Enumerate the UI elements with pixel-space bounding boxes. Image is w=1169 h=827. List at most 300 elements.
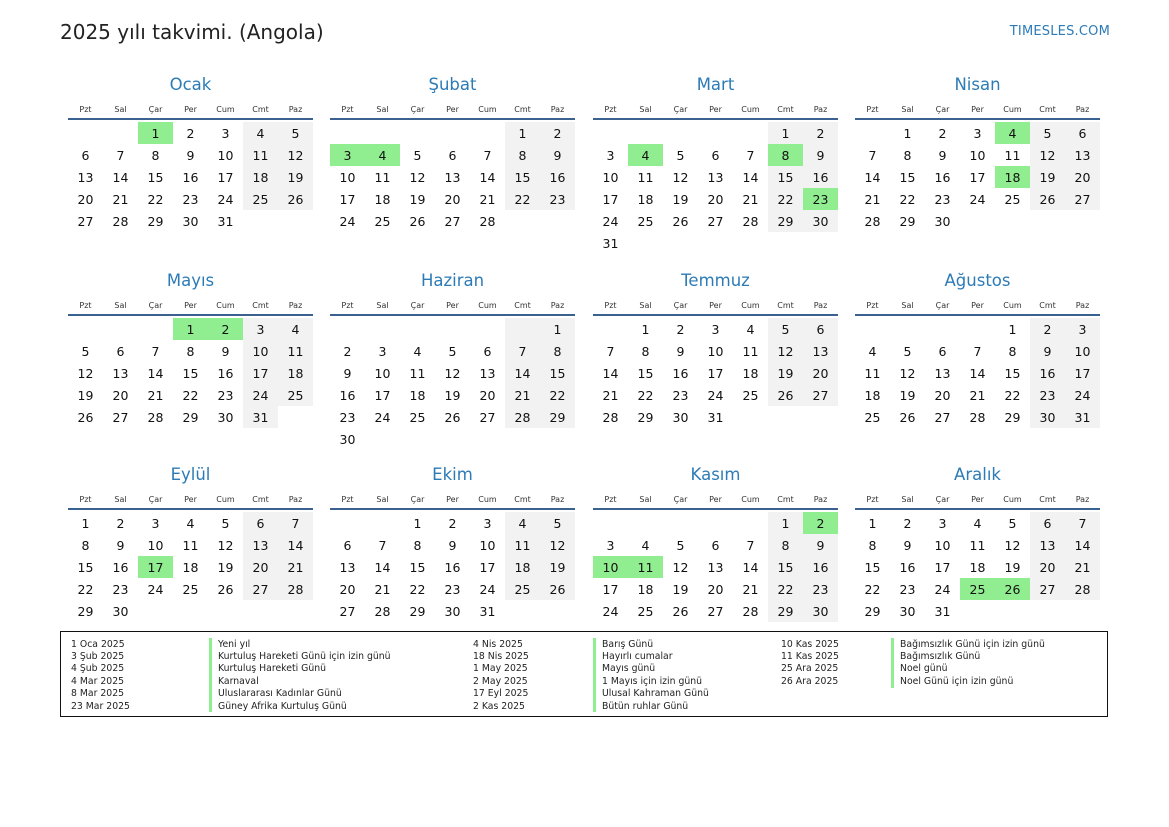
day-cell: 3 <box>606 537 615 553</box>
day-cell: 15 <box>505 166 540 188</box>
day-cell: 28 <box>742 603 759 619</box>
day-cell: 13 <box>112 365 129 381</box>
weekday-label: Sal <box>114 494 127 504</box>
day-cell: 29 <box>409 603 426 619</box>
day-cell: 4 <box>413 343 422 359</box>
holiday-date: 26 Ara 2025 <box>781 675 839 687</box>
weekday-label: Per <box>184 104 197 114</box>
day-cell: 22 <box>540 384 575 406</box>
day-cell: 25 <box>637 603 654 619</box>
weekday-label: Cum <box>216 104 235 114</box>
month-6 <box>330 270 575 450</box>
day-cell: 19 <box>540 556 575 578</box>
day-cell: 25 <box>374 213 391 229</box>
weekday-header <box>855 296 1100 314</box>
day-cell: 20 <box>707 581 724 597</box>
day-cell: 8 <box>540 340 575 362</box>
day-cell: 17 <box>1065 362 1100 384</box>
day-cell: 1 <box>81 515 90 531</box>
day-cell: 19 <box>672 581 689 597</box>
day-cell: 19 <box>444 387 461 403</box>
month-name: Kasım <box>690 465 741 484</box>
day-cell: 21 <box>374 581 391 597</box>
day-cell: 10 <box>217 147 234 163</box>
day-cell: 19 <box>278 166 313 188</box>
day-cell: 8 <box>151 147 160 163</box>
holiday-date: 8 Mar 2025 <box>71 688 125 700</box>
day-cell: 15 <box>768 556 803 578</box>
month-12 <box>855 464 1100 622</box>
day-cell: 6 <box>1065 122 1100 144</box>
empty-cell <box>593 512 628 534</box>
weekday-label: Sal <box>376 104 389 114</box>
day-cell: 12 <box>77 365 94 381</box>
day-cell: 26 <box>540 578 575 600</box>
holiday-day-cell: 10 <box>593 556 628 578</box>
weekday-label: Sal <box>901 300 914 310</box>
site-link[interactable]: TIMESLES.COM <box>1009 24 1110 39</box>
day-cell: 12 <box>1004 537 1021 553</box>
day-cell: 28 <box>864 213 881 229</box>
day-cell: 2 <box>803 122 838 144</box>
day-cell: 4 <box>746 321 755 337</box>
day-cell: 25 <box>278 384 313 406</box>
weekday-label: Çar <box>410 104 425 114</box>
day-cell: 18 <box>864 387 881 403</box>
weekday-label: Cum <box>1003 104 1022 114</box>
day-cell: 16 <box>803 166 838 188</box>
day-cell: 17 <box>934 559 951 575</box>
weekday-label: Sal <box>376 494 389 504</box>
day-cell: 21 <box>479 191 496 207</box>
day-cell: 10 <box>374 365 391 381</box>
weekday-label: Cmt <box>514 300 531 310</box>
weekday-label: Çar <box>673 104 688 114</box>
day-cell: 6 <box>938 343 947 359</box>
day-cell: 14 <box>1065 534 1100 556</box>
month-name: Temmuz <box>681 271 750 290</box>
weekday-header <box>593 296 838 314</box>
day-cell: 29 <box>864 603 881 619</box>
weekday-label: Cmt <box>1039 300 1056 310</box>
holiday-date: 1 May 2025 <box>473 663 528 675</box>
day-cell: 31 <box>934 603 951 619</box>
day-cell: 6 <box>483 343 492 359</box>
day-cell: 25 <box>864 409 881 425</box>
day-cell: 23 <box>444 581 461 597</box>
holiday-day-cell: 1 <box>173 318 208 340</box>
month-name: Aralık <box>954 465 1001 484</box>
day-cell: 8 <box>413 537 422 553</box>
day-cell: 14 <box>742 559 759 575</box>
day-cell: 22 <box>505 188 540 210</box>
holiday-name: Kurtuluş Hareketi Günü için izin günü <box>209 650 391 662</box>
day-cell: 7 <box>378 537 387 553</box>
weekday-label: Çar <box>673 300 688 310</box>
day-cell: 5 <box>540 512 575 534</box>
weekday-label: Cmt <box>514 494 531 504</box>
day-cell: 6 <box>116 343 125 359</box>
day-cell: 26 <box>77 409 94 425</box>
day-cell: 10 <box>969 147 986 163</box>
month-7 <box>593 270 838 428</box>
empty-cell <box>925 318 960 340</box>
weekday-label: Per <box>971 300 984 310</box>
day-cell: 8 <box>903 147 912 163</box>
day-cell: 21 <box>147 387 164 403</box>
day-cell: 27 <box>1065 188 1100 210</box>
holiday-date: 4 Nis 2025 <box>473 638 523 650</box>
month-4 <box>855 74 1100 232</box>
day-cell: 21 <box>505 384 540 406</box>
day-grid <box>855 512 1100 622</box>
holiday-date: 10 Kas 2025 <box>781 638 839 650</box>
day-cell: 10 <box>1065 340 1100 362</box>
day-cell: 27 <box>77 213 94 229</box>
weekday-label: Cum <box>1003 494 1022 504</box>
day-cell: 14 <box>742 169 759 185</box>
day-cell: 7 <box>868 147 877 163</box>
day-cell: 21 <box>742 581 759 597</box>
day-cell: 27 <box>339 603 356 619</box>
day-cell: 31 <box>602 235 619 251</box>
day-cell: 2 <box>938 125 947 141</box>
day-cell: 14 <box>602 365 619 381</box>
empty-cell <box>628 512 663 534</box>
weekday-label: Cum <box>1003 300 1022 310</box>
weekday-label: Pzt <box>604 300 617 310</box>
day-cell: 14 <box>278 534 313 556</box>
day-cell: 15 <box>182 365 199 381</box>
weekday-label: Cmt <box>514 104 531 114</box>
empty-cell <box>330 318 365 340</box>
day-cell: 15 <box>77 559 94 575</box>
weekday-label: Pzt <box>79 494 92 504</box>
day-cell: 3 <box>151 515 160 531</box>
holiday-day-cell: 23 <box>803 188 838 210</box>
weekday-label: Per <box>971 104 984 114</box>
day-cell: 24 <box>374 409 391 425</box>
weekday-label: Paz <box>1075 494 1090 504</box>
weekday-label: Çar <box>148 104 163 114</box>
day-cell: 5 <box>1008 515 1017 531</box>
header-rule <box>330 508 575 510</box>
day-cell: 6 <box>243 512 278 534</box>
weekday-label: Pzt <box>604 104 617 114</box>
day-cell: 2 <box>676 321 685 337</box>
day-cell: 16 <box>112 559 129 575</box>
day-cell: 5 <box>221 515 230 531</box>
day-cell: 12 <box>444 365 461 381</box>
empty-cell <box>68 122 103 144</box>
day-cell: 14 <box>479 169 496 185</box>
day-cell: 2 <box>448 515 457 531</box>
day-cell: 1 <box>1008 321 1017 337</box>
day-cell: 17 <box>602 191 619 207</box>
holiday-name: Mayıs günü <box>593 663 655 675</box>
holiday-day-cell: 1 <box>138 122 173 144</box>
day-cell: 9 <box>803 534 838 556</box>
holiday-date: 2 May 2025 <box>473 675 528 687</box>
weekday-label: Sal <box>901 104 914 114</box>
day-cell: 20 <box>77 191 94 207</box>
holiday-day-cell: 26 <box>995 578 1030 600</box>
weekday-label: Cmt <box>1039 104 1056 114</box>
day-cell: 12 <box>217 537 234 553</box>
empty-cell <box>855 318 890 340</box>
day-cell: 31 <box>707 409 724 425</box>
day-cell: 26 <box>672 603 689 619</box>
day-cell: 13 <box>1030 534 1065 556</box>
holiday-day-cell: 18 <box>995 166 1030 188</box>
day-cell: 3 <box>711 321 720 337</box>
weekday-label: Pzt <box>341 494 354 504</box>
day-cell: 26 <box>444 409 461 425</box>
day-cell: 19 <box>1030 166 1065 188</box>
day-cell: 1 <box>768 122 803 144</box>
day-cell: 7 <box>483 147 492 163</box>
holiday-day-cell: 2 <box>803 512 838 534</box>
holiday-date: 2 Kas 2025 <box>473 700 525 712</box>
holiday-date: 25 Ara 2025 <box>781 663 839 675</box>
day-cell: 4 <box>505 512 540 534</box>
weekday-label: Çar <box>148 494 163 504</box>
day-cell: 16 <box>339 387 356 403</box>
empty-cell <box>663 122 698 144</box>
holiday-name: Noel günü <box>891 663 947 675</box>
holiday-day-cell: 8 <box>768 144 803 166</box>
day-cell: 6 <box>343 537 352 553</box>
day-cell: 23 <box>934 191 951 207</box>
weekday-label: Cmt <box>252 104 269 114</box>
day-cell: 8 <box>868 537 877 553</box>
holiday-day-cell: 11 <box>628 556 663 578</box>
day-cell: 20 <box>339 581 356 597</box>
holiday-day-cell: 4 <box>995 122 1030 144</box>
day-cell: 6 <box>1030 512 1065 534</box>
day-cell: 17 <box>602 581 619 597</box>
day-cell: 4 <box>278 318 313 340</box>
day-cell: 27 <box>934 409 951 425</box>
day-cell: 1 <box>540 318 575 340</box>
day-cell: 20 <box>934 387 951 403</box>
day-cell: 4 <box>973 515 982 531</box>
day-cell: 21 <box>1065 556 1100 578</box>
day-cell: 27 <box>243 578 278 600</box>
weekday-label: Sal <box>376 300 389 310</box>
day-cell: 25 <box>505 578 540 600</box>
day-cell: 24 <box>1065 384 1100 406</box>
day-cell: 23 <box>899 581 916 597</box>
day-cell: 22 <box>637 387 654 403</box>
header-rule <box>330 314 575 316</box>
day-cell: 9 <box>448 537 457 553</box>
day-cell: 3 <box>243 318 278 340</box>
day-cell: 9 <box>540 144 575 166</box>
day-cell: 16 <box>217 365 234 381</box>
holiday-date: 11 Kas 2025 <box>781 651 839 663</box>
month-name: Nisan <box>954 75 1001 94</box>
weekday-label: Per <box>446 300 459 310</box>
day-cell: 18 <box>742 365 759 381</box>
month-name: Mart <box>696 75 735 94</box>
day-cell: 7 <box>116 147 125 163</box>
day-cell: 20 <box>479 387 496 403</box>
day-cell: 20 <box>707 191 724 207</box>
day-cell: 20 <box>112 387 129 403</box>
weekday-label: Paz <box>288 494 303 504</box>
day-cell: 11 <box>278 340 313 362</box>
day-cell: 7 <box>151 343 160 359</box>
holiday-day-cell: 3 <box>330 144 365 166</box>
header-rule <box>68 314 313 316</box>
day-cell: 21 <box>602 387 619 403</box>
day-cell: 10 <box>147 537 164 553</box>
day-cell: 13 <box>479 365 496 381</box>
weekday-header <box>330 100 575 118</box>
day-cell: 23 <box>112 581 129 597</box>
day-cell: 13 <box>1065 144 1100 166</box>
empty-cell <box>593 122 628 144</box>
day-cell: 19 <box>672 191 689 207</box>
day-cell: 13 <box>803 340 838 362</box>
day-cell: 4 <box>868 343 877 359</box>
weekday-header <box>330 296 575 314</box>
weekday-label: Cum <box>216 300 235 310</box>
weekday-label: Cmt <box>777 104 794 114</box>
day-cell: 10 <box>934 537 951 553</box>
weekday-header <box>68 296 313 314</box>
day-cell: 30 <box>1030 406 1065 428</box>
holiday-date: 1 Oca 2025 <box>71 638 125 650</box>
day-cell: 15 <box>147 169 164 185</box>
day-cell: 5 <box>768 318 803 340</box>
day-cell: 15 <box>409 559 426 575</box>
day-cell: 11 <box>374 169 391 185</box>
day-cell: 27 <box>444 213 461 229</box>
day-cell: 16 <box>934 169 951 185</box>
day-cell: 3 <box>378 343 387 359</box>
day-cell: 22 <box>1004 387 1021 403</box>
day-cell: 19 <box>899 387 916 403</box>
day-cell: 5 <box>676 147 685 163</box>
day-cell: 10 <box>602 169 619 185</box>
weekday-label: Cmt <box>777 300 794 310</box>
day-cell: 25 <box>742 387 759 403</box>
day-cell: 12 <box>278 144 313 166</box>
empty-cell <box>103 318 138 340</box>
day-cell: 12 <box>1030 144 1065 166</box>
weekday-header <box>593 490 838 508</box>
day-cell: 20 <box>444 191 461 207</box>
day-cell: 15 <box>1004 365 1021 381</box>
weekday-label: Paz <box>288 104 303 114</box>
day-cell: 31 <box>1065 406 1100 428</box>
day-cell: 30 <box>217 409 234 425</box>
day-cell: 22 <box>899 191 916 207</box>
day-cell: 21 <box>742 191 759 207</box>
day-cell: 16 <box>899 559 916 575</box>
weekday-label: Pzt <box>341 104 354 114</box>
weekday-label: Çar <box>148 300 163 310</box>
weekday-label: Per <box>709 300 722 310</box>
weekday-label: Pzt <box>866 300 879 310</box>
empty-cell <box>68 318 103 340</box>
weekday-label: Cmt <box>777 494 794 504</box>
day-cell: 6 <box>448 147 457 163</box>
day-cell: 3 <box>938 515 947 531</box>
day-cell: 28 <box>147 409 164 425</box>
holiday-name: Hayırlı cumalar <box>593 650 673 662</box>
day-cell: 9 <box>938 147 947 163</box>
day-cell: 6 <box>711 147 720 163</box>
day-cell: 18 <box>182 559 199 575</box>
day-grid <box>855 318 1100 428</box>
holiday-date: 17 Eyl 2025 <box>473 688 529 700</box>
day-cell: 18 <box>409 387 426 403</box>
day-cell: 13 <box>444 169 461 185</box>
empty-cell <box>733 512 768 534</box>
weekday-label: Sal <box>114 300 127 310</box>
month-2 <box>330 74 575 232</box>
weekday-label: Cum <box>478 104 497 114</box>
day-cell: 3 <box>1065 318 1100 340</box>
empty-cell <box>400 318 435 340</box>
day-grid <box>330 512 575 622</box>
day-cell: 16 <box>672 365 689 381</box>
day-cell: 29 <box>540 406 575 428</box>
day-cell: 29 <box>637 409 654 425</box>
day-cell: 9 <box>186 147 195 163</box>
day-cell: 21 <box>278 556 313 578</box>
day-cell: 16 <box>803 556 838 578</box>
empty-cell <box>330 122 365 144</box>
day-cell: 17 <box>707 365 724 381</box>
day-cell: 6 <box>711 537 720 553</box>
day-cell: 27 <box>479 409 496 425</box>
holiday-name: Kurtuluş Hareketi Günü <box>209 663 326 675</box>
day-cell: 2 <box>1030 318 1065 340</box>
day-cell: 23 <box>803 578 838 600</box>
empty-cell <box>698 512 733 534</box>
empty-cell <box>505 318 540 340</box>
day-cell: 18 <box>969 559 986 575</box>
weekday-label: Paz <box>1075 104 1090 114</box>
day-cell: 15 <box>540 362 575 384</box>
day-cell: 29 <box>768 600 803 622</box>
weekday-label: Çar <box>410 494 425 504</box>
weekday-label: Cum <box>741 494 760 504</box>
day-cell: 9 <box>803 144 838 166</box>
day-cell: 29 <box>899 213 916 229</box>
day-cell: 5 <box>278 122 313 144</box>
day-cell: 2 <box>540 122 575 144</box>
day-cell: 22 <box>409 581 426 597</box>
day-cell: 11 <box>864 365 881 381</box>
day-cell: 7 <box>278 512 313 534</box>
month-10 <box>330 464 575 622</box>
empty-cell <box>365 512 400 534</box>
day-cell: 11 <box>243 144 278 166</box>
holiday-day-cell: 4 <box>628 144 663 166</box>
weekday-label: Pzt <box>79 104 92 114</box>
day-cell: 5 <box>1030 122 1065 144</box>
day-cell: 28 <box>112 213 129 229</box>
day-cell: 15 <box>864 559 881 575</box>
day-cell: 8 <box>641 343 650 359</box>
day-cell: 17 <box>243 362 278 384</box>
day-cell: 22 <box>768 578 803 600</box>
